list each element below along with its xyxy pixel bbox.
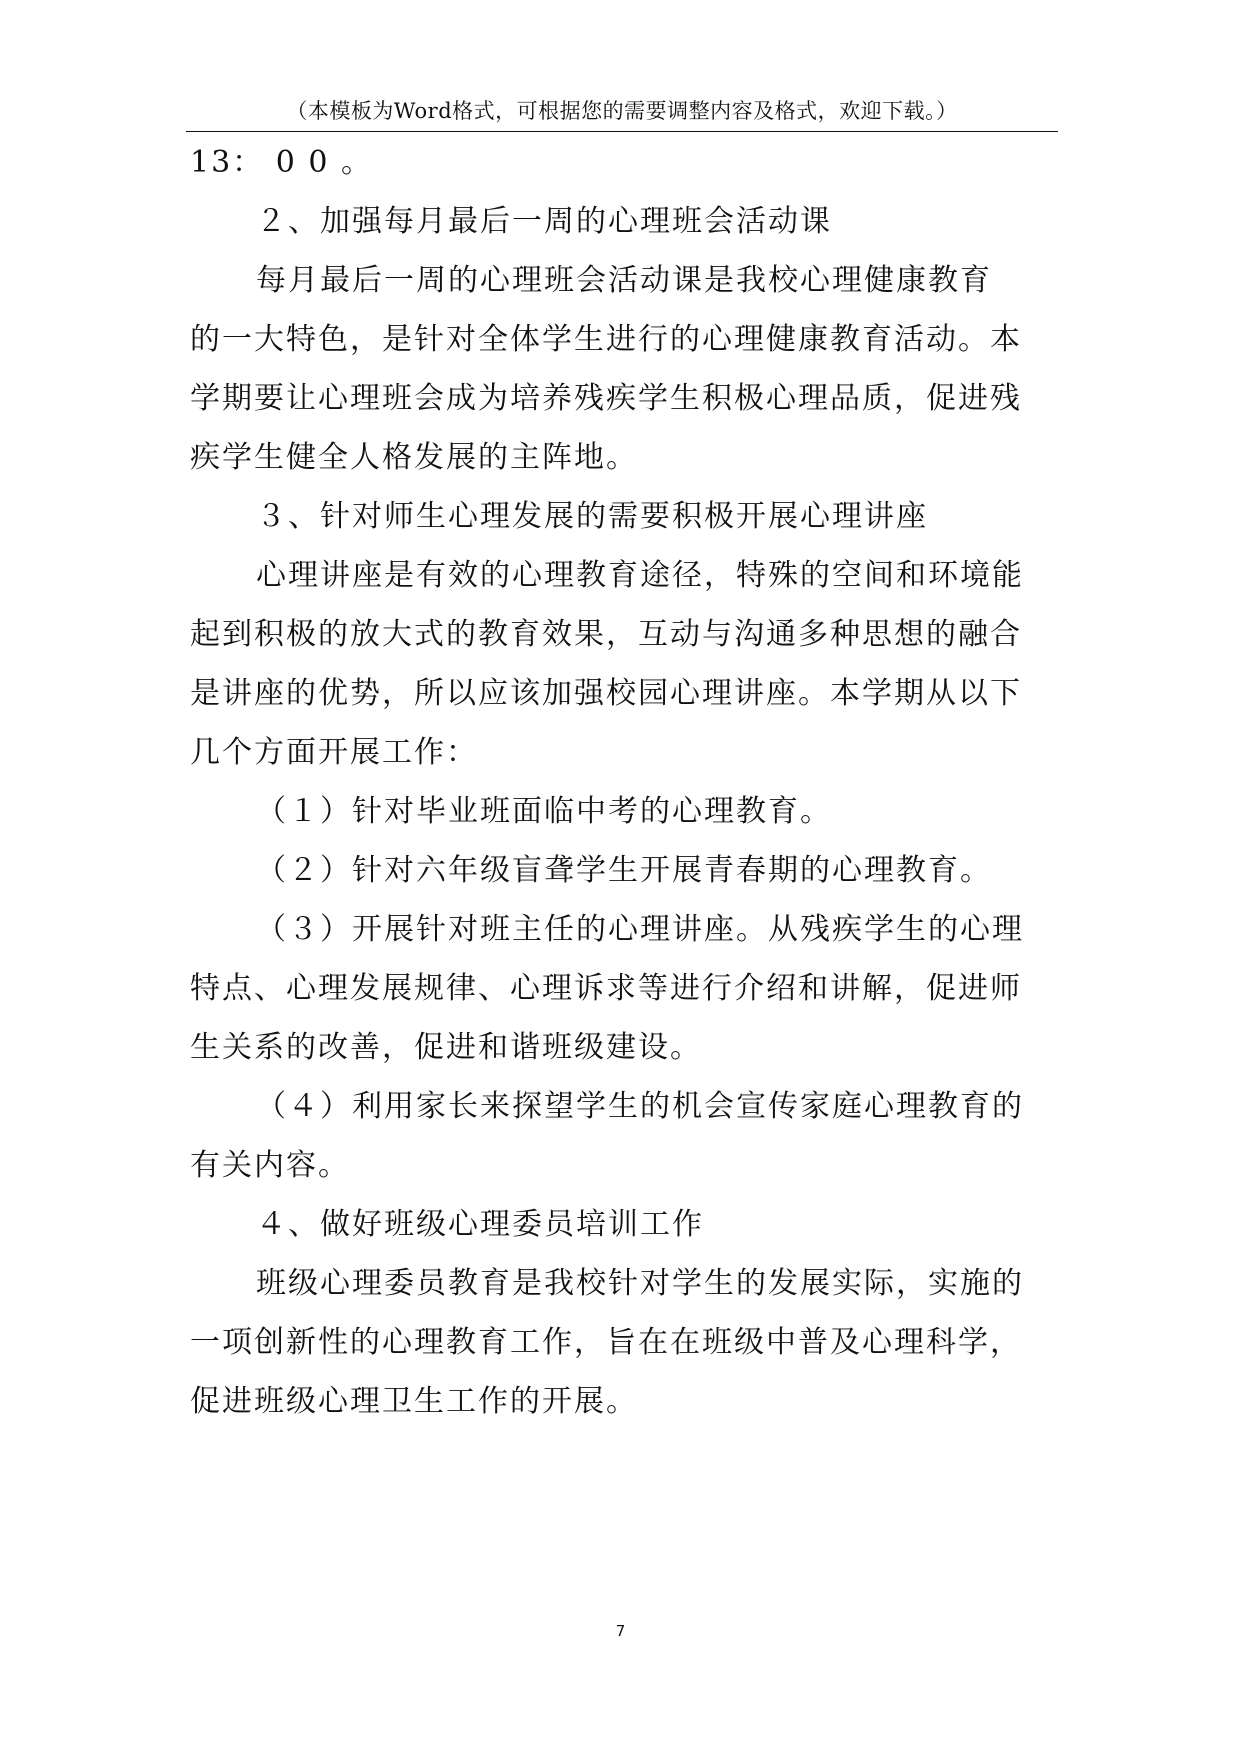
list-item: （４）利用家长来探望学生的机会宣传家庭心理教育的 xyxy=(256,1089,1024,1124)
body-line: 疾学生健全人格发展的主阵地。 xyxy=(190,440,638,475)
page-number: 7 xyxy=(615,1622,626,1640)
body-line: 几个方面开展工作： xyxy=(190,735,478,770)
body-line: 起到积极的放大式的教育效果，互动与沟通多种思想的融合 xyxy=(190,617,1022,652)
list-item: （１）针对毕业班面临中考的心理教育。 xyxy=(256,794,832,829)
header-note: （本模板为Word格式，可根据您的需要调整内容及格式，欢迎下载。） xyxy=(286,99,958,123)
body-line: 有关内容。 xyxy=(190,1148,350,1183)
body-line: 班级心理委员教育是我校针对学生的发展实际，实施的 xyxy=(256,1266,1024,1301)
list-item: （３）开展针对班主任的心理讲座。从残疾学生的心理 xyxy=(256,912,1024,947)
body-line: 一项创新性的心理教育工作，旨在在班级中普及心理科学， xyxy=(190,1325,1022,1360)
body-line: 13： 0 0 。 xyxy=(190,145,373,180)
section-heading: ４、做好班级心理委员培训工作 xyxy=(256,1207,704,1242)
body-line: 特点、心理发展规律、心理诉求等进行介绍和讲解，促进师 xyxy=(190,971,1022,1006)
section-heading: ２、加强每月最后一周的心理班会活动课 xyxy=(256,204,832,239)
body-line: 是讲座的优势，所以应该加强校园心理讲座。本学期从以下 xyxy=(190,676,1022,711)
body-line: 生关系的改善，促进和谐班级建设。 xyxy=(190,1030,702,1065)
body-line: 心理讲座是有效的心理教育途径，特殊的空间和环境能 xyxy=(256,558,1024,593)
body-line: 学期要让心理班会成为培养残疾学生积极心理品质，促进残 xyxy=(190,381,1022,416)
header-rule xyxy=(186,131,1058,132)
body-line: 的一大特色，是针对全体学生进行的心理健康教育活动。本 xyxy=(190,322,1022,357)
list-item: （２）针对六年级盲聋学生开展青春期的心理教育。 xyxy=(256,853,992,888)
body-line: 促进班级心理卫生工作的开展。 xyxy=(190,1384,638,1419)
body-line: 每月最后一周的心理班会活动课是我校心理健康教育 xyxy=(256,263,992,298)
section-heading: ３、针对师生心理发展的需要积极开展心理讲座 xyxy=(256,499,928,534)
